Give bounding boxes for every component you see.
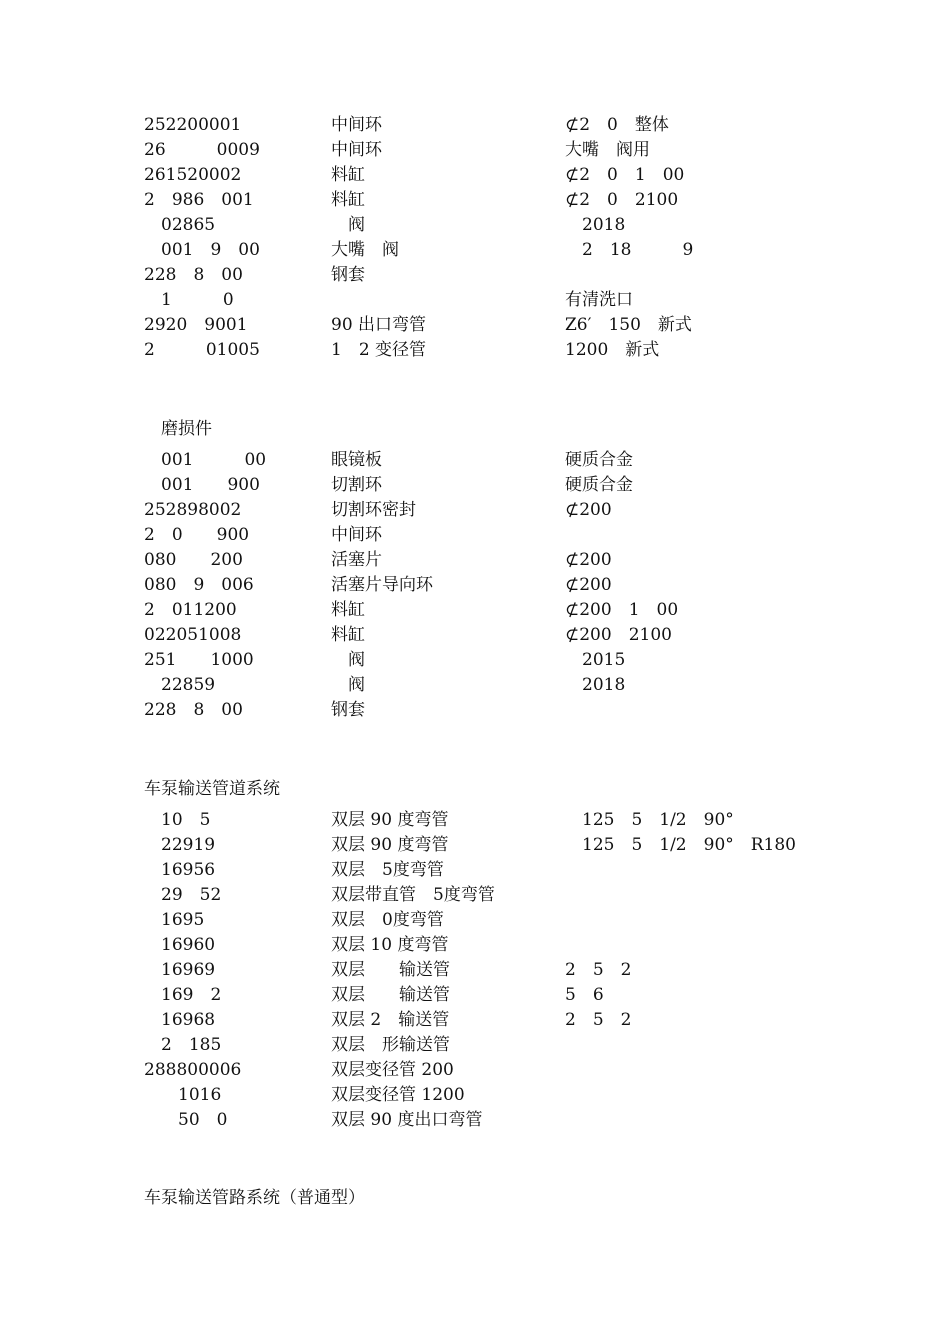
spec-cell: 125 5 1/2 90° [565, 810, 734, 830]
part-number-cell: 1016 [144, 1085, 222, 1105]
part-number-cell: 16956 [144, 860, 216, 880]
part-name-cell: 阀 [331, 675, 365, 695]
part-name-cell: 90 出口弯管 [331, 315, 427, 335]
part-name-cell: 钢套 [331, 700, 365, 720]
table-row [0, 648, 950, 673]
part-name-cell: 阀 [331, 650, 365, 670]
part-name-cell: 切割环密封 [331, 500, 416, 520]
table-row [0, 498, 950, 523]
table-row [0, 958, 950, 983]
part-number-cell: 252898002 [144, 500, 242, 520]
part-name-cell: 双层 0度弯管 [331, 910, 444, 930]
spec-cell: 2 18 9 [565, 240, 694, 260]
table-row [0, 858, 950, 883]
part-name-cell: 1 2 变径管 [331, 340, 427, 360]
table-row [0, 623, 950, 648]
part-name-cell: 大嘴 阀 [331, 240, 399, 260]
table-row [0, 213, 950, 238]
part-name-cell: 料缸 [331, 600, 365, 620]
part-number-cell: 288800006 [144, 1060, 242, 1080]
part-number-cell: 29 52 [144, 885, 222, 905]
part-name-cell: 料缸 [331, 190, 365, 210]
part-name-cell: 活塞片 [331, 550, 382, 570]
spec-cell: 硬质合金 [565, 475, 633, 495]
spec-cell: ⊄200 [565, 500, 612, 520]
table-row [0, 698, 950, 723]
part-name-cell: 活塞片导向环 [331, 575, 433, 595]
table-row [0, 833, 950, 858]
table-row [0, 808, 950, 833]
spec-cell: ⊄200 1 00 [565, 600, 679, 620]
table-row [0, 163, 950, 188]
table-row [0, 113, 950, 138]
part-number-cell: 10 5 [144, 810, 211, 830]
part-number-cell: 169 2 [144, 985, 222, 1005]
part-name-cell: 双层 10 度弯管 [331, 935, 449, 955]
table-row [0, 908, 950, 933]
table-row [0, 673, 950, 698]
part-number-cell: 02865 [144, 215, 216, 235]
table-row [0, 983, 950, 1008]
part-number-cell: 2 185 [144, 1035, 222, 1055]
part-name-cell: 双层 5度弯管 [331, 860, 444, 880]
table-row [0, 933, 950, 958]
spec-cell: 5 6 [565, 985, 604, 1005]
table-row [0, 1058, 950, 1083]
table-row [0, 188, 950, 213]
part-number-cell: 001 00 [144, 450, 267, 470]
part-number-cell: 080 9 006 [144, 575, 254, 595]
spec-cell: 2 5 2 [565, 960, 632, 980]
spec-cell: ⊄200 [565, 575, 612, 595]
table-row [0, 1108, 950, 1133]
table-row [0, 288, 950, 313]
part-number-cell: 2 011200 [144, 600, 237, 620]
part-name-cell: 料缸 [331, 165, 365, 185]
spec-cell: 大嘴 阀用 [565, 140, 650, 160]
spec-cell: ⊄2 0 2100 [565, 190, 679, 210]
spec-cell: 125 5 1/2 90° R180 [565, 835, 797, 855]
part-name-cell: 双层带直管 5度弯管 [331, 885, 495, 905]
part-number-cell: 080 200 [144, 550, 243, 570]
table-row [0, 263, 950, 288]
part-number-cell: 251 1000 [144, 650, 254, 670]
spec-cell: ⊄2 0 整体 [565, 115, 669, 135]
table-row [0, 1033, 950, 1058]
part-number-cell: 001 9 00 [144, 240, 260, 260]
table-row [0, 1083, 950, 1108]
part-name-cell: 双层变径管 200 [331, 1060, 454, 1080]
part-name-cell: 双层 输送管 [331, 960, 450, 980]
table-row [0, 313, 950, 338]
table-row [0, 523, 950, 548]
part-number-cell: 228 8 00 [144, 700, 243, 720]
section-heading-pipeline-system: 车泵输送管道系统 [144, 779, 280, 799]
part-number-cell: 252200001 [144, 115, 242, 135]
part-number-cell: 22919 [144, 835, 216, 855]
part-name-cell: 双层 90 度弯管 [331, 835, 449, 855]
table-row [0, 238, 950, 263]
spec-cell: 1200 新式 [565, 340, 660, 360]
part-number-cell: 1 0 [144, 290, 234, 310]
part-number-cell: 1695 [144, 910, 205, 930]
table-row [0, 1008, 950, 1033]
part-number-cell: 50 0 [144, 1110, 228, 1130]
part-number-cell: 2 986 001 [144, 190, 254, 210]
part-name-cell: 料缸 [331, 625, 365, 645]
table-row [0, 338, 950, 363]
spec-cell: ⊄200 2100 [565, 625, 672, 645]
part-name-cell: 双层变径管 1200 [331, 1085, 465, 1105]
spec-cell: ⊄200 [565, 550, 612, 570]
part-name-cell: 双层 形输送管 [331, 1035, 450, 1055]
part-number-cell: 2 01005 [144, 340, 260, 360]
table-row [0, 448, 950, 473]
part-name-cell: 眼镜板 [331, 450, 382, 470]
spec-cell: 2 5 2 [565, 1010, 632, 1030]
part-number-cell: 001 900 [144, 475, 260, 495]
spec-cell: 2018 [565, 675, 626, 695]
spec-cell: 硬质合金 [565, 450, 633, 470]
table-row [0, 883, 950, 908]
spec-cell: ⊄2 0 1 00 [565, 165, 685, 185]
section-heading-pipeline-standard: 车泵输送管路系统（普通型） [144, 1188, 365, 1208]
spec-cell: Z6′ 150 新式 [565, 315, 692, 335]
part-name-cell: 双层 2 输送管 [331, 1010, 450, 1030]
part-number-cell: 022051008 [144, 625, 242, 645]
spec-cell: 2015 [565, 650, 626, 670]
part-name-cell: 双层 90 度弯管 [331, 810, 449, 830]
part-name-cell: 钢套 [331, 265, 365, 285]
part-number-cell: 16968 [144, 1010, 216, 1030]
part-name-cell: 阀 [331, 215, 365, 235]
part-name-cell: 切割环 [331, 475, 382, 495]
table-row [0, 548, 950, 573]
part-number-cell: 2 0 900 [144, 525, 250, 545]
section-heading-wear-parts: 磨损件 [144, 419, 212, 439]
part-number-cell: 26 0009 [144, 140, 260, 160]
table-row [0, 573, 950, 598]
part-number-cell: 261520002 [144, 165, 242, 185]
part-number-cell: 16969 [144, 960, 216, 980]
spec-cell: 2018 [565, 215, 626, 235]
table-row [0, 473, 950, 498]
part-name-cell: 中间环 [331, 140, 382, 160]
part-name-cell: 双层 输送管 [331, 985, 450, 1005]
part-number-cell: 228 8 00 [144, 265, 243, 285]
part-number-cell: 22859 [144, 675, 216, 695]
part-name-cell: 中间环 [331, 525, 382, 545]
table-row [0, 598, 950, 623]
part-number-cell: 2920 9001 [144, 315, 248, 335]
table-row [0, 138, 950, 163]
spec-cell: 有清洗口 [565, 290, 633, 310]
part-name-cell: 中间环 [331, 115, 382, 135]
part-number-cell: 16960 [144, 935, 216, 955]
part-name-cell: 双层 90 度出口弯管 [331, 1110, 483, 1130]
